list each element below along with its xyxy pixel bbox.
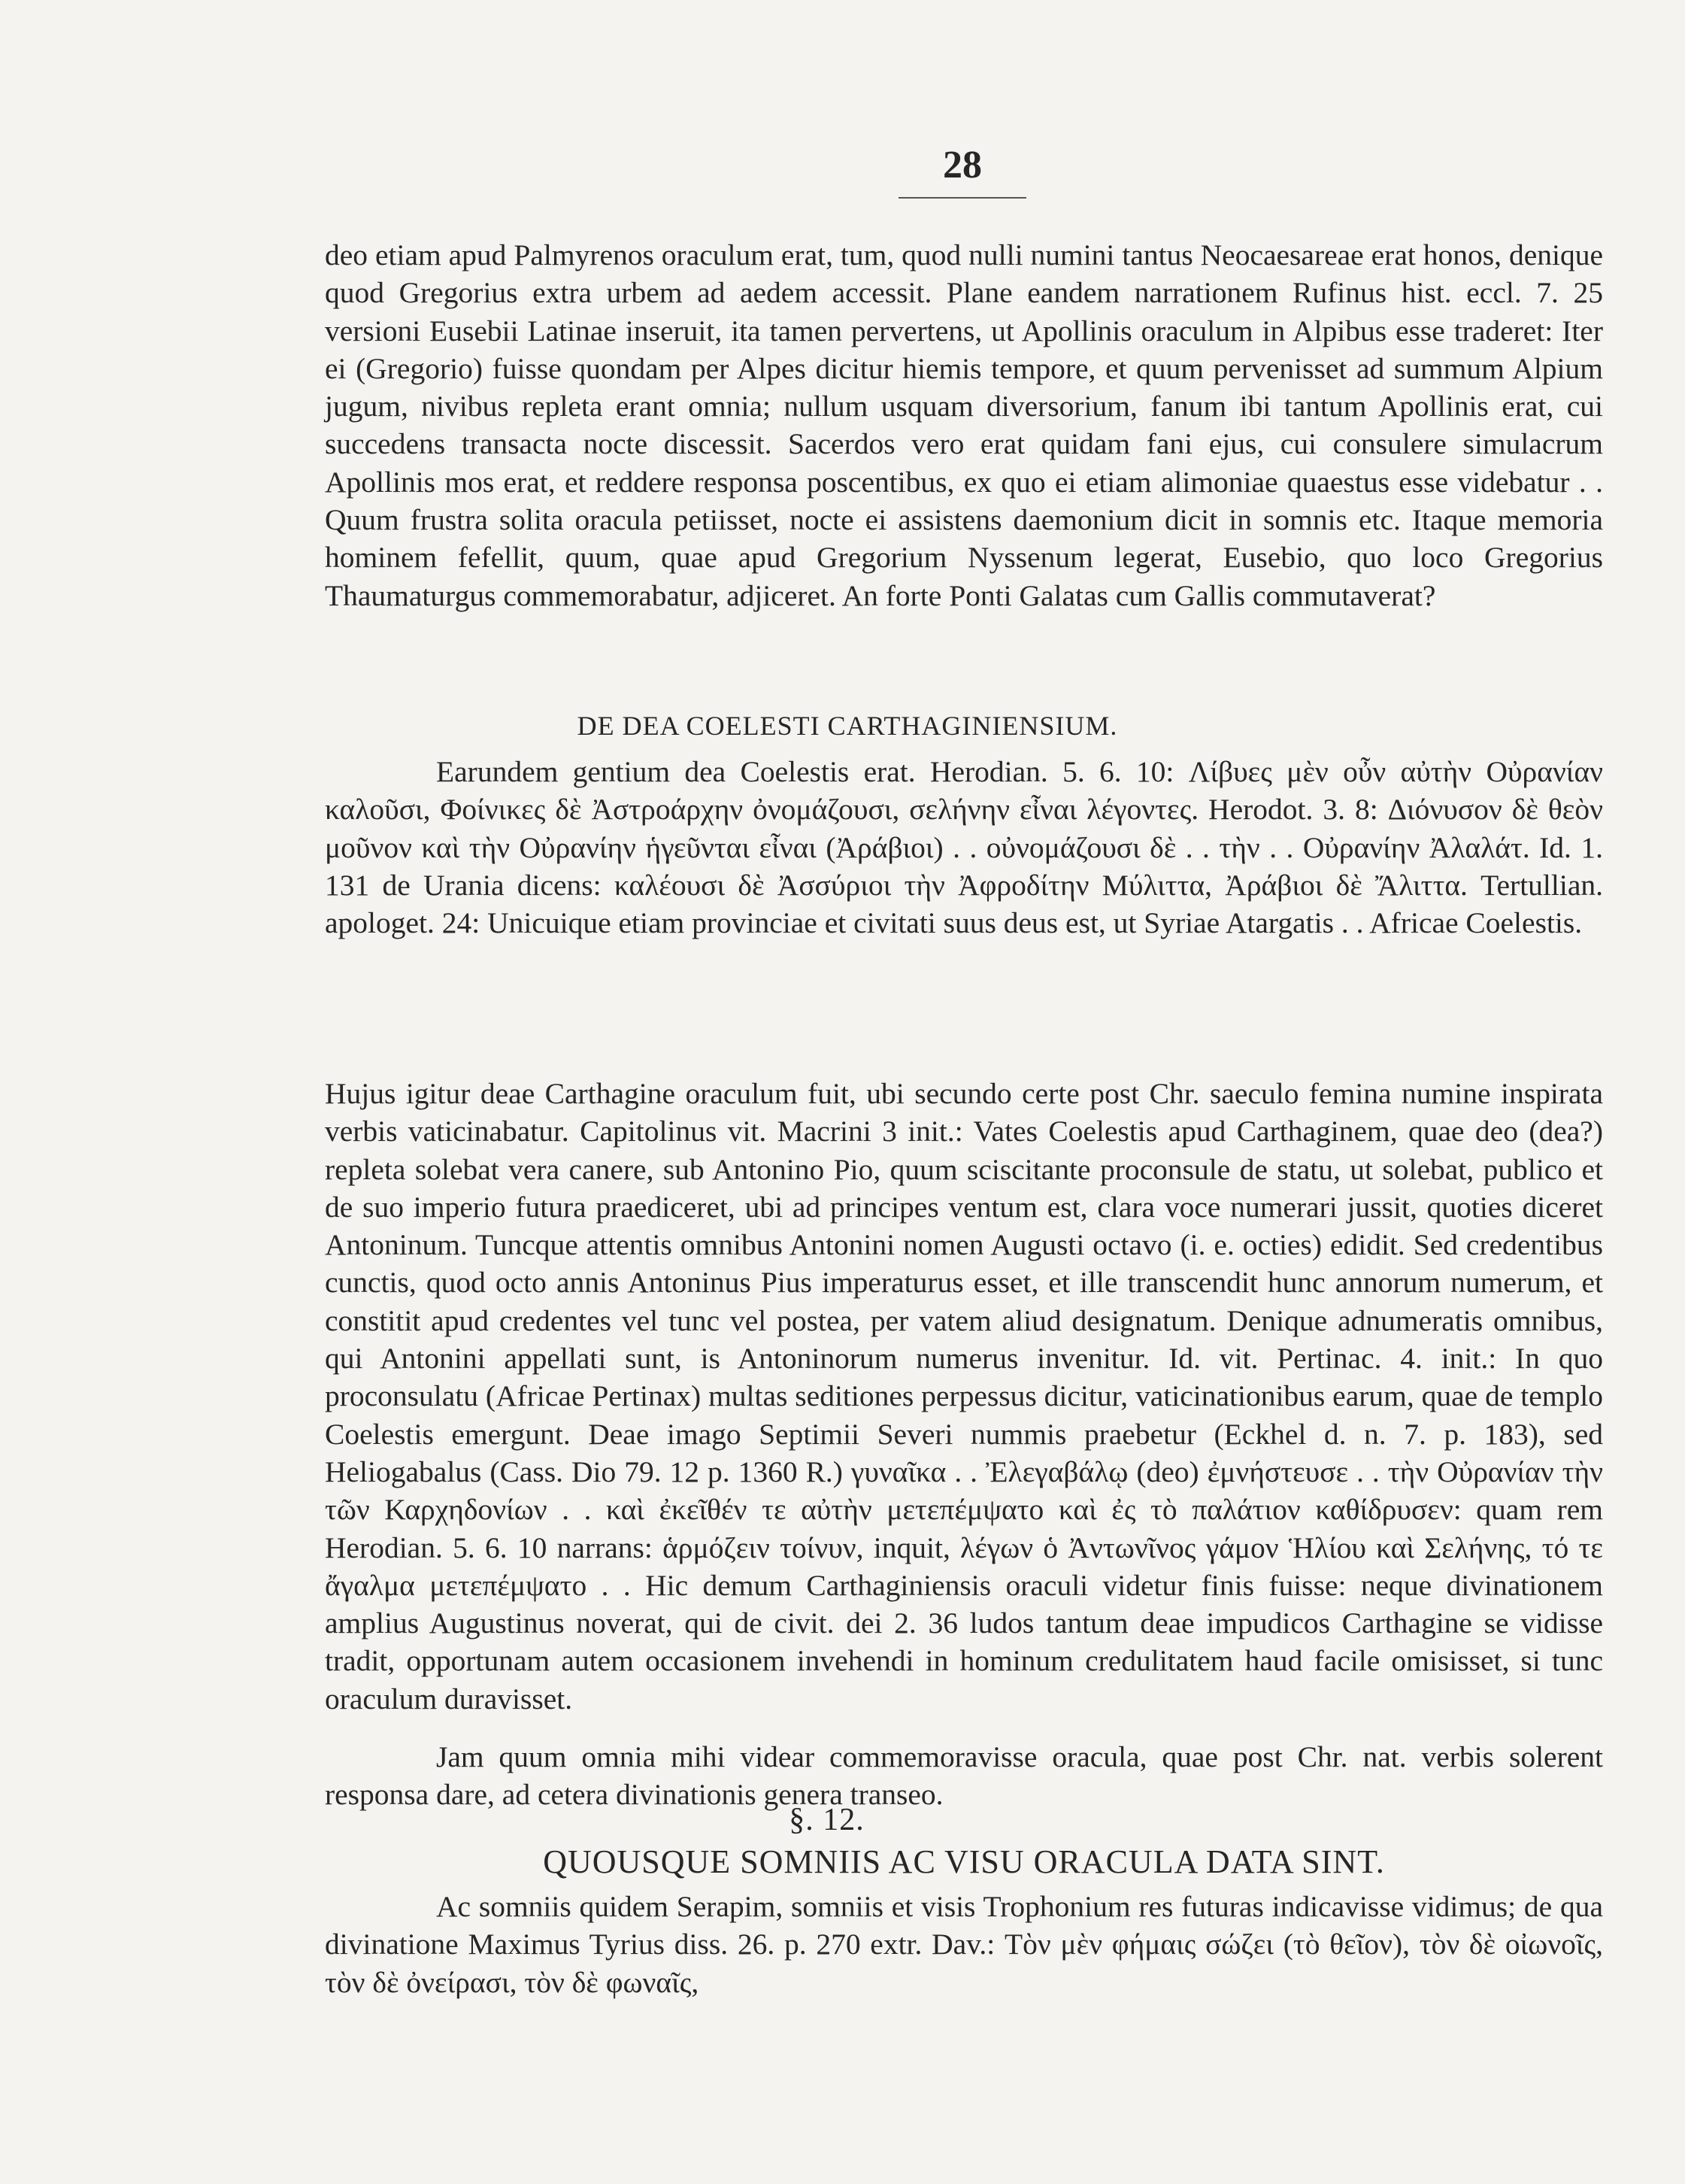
paragraph-gregorius xyxy=(325,236,1603,614)
section-number: §. 12. xyxy=(789,1803,865,1837)
paragraph-text: Hujus igitur deae Carthagine oraculum fuit, ubi secundo certe post Chr. saeculo femina numine inspirata verbis vaticinabatur. Capitolinus vit. Macrini 3 init.: Vates Coelestis apud Carthaginem, quae deo (dea?) repleta solebat vera canere, sub Antonino Pio, quum sciscitante proconsule de statu, ut solebat, publico et de suo imperio futura praediceret, ubi ad principes ventum est, clara voce numerari jussit, quoties diceret Antoninum. Tuncque attentis omnibus Antonini nomen Augusti octavo (i. e. octies) edidit. Sed credentibus cunctis, quod octo annis Antoninus Pius imperaturus esset, et ille transcendit hunc annorum numerum, et constitit apud credentes vel tunc vel postea, per vatem aliud designatum. Denique adnumeratis omnibus, qui Antonini appellati sunt, is Antoninorum numerus invenitur. Id. vit. Pertinac. 4. init.: In quo proconsulatu (Africae Pertinax) multas seditiones perpessus dicitur, vaticinationibus earum, quae de templo Coelestis emergunt. Deae imago Septimii Severi nummis praebetur (Eckhel d. n. 7. p. 183), sed Heliogabalus (Cass. Dio 79. 12 p. 1360 R.) γυναῖκα . . Ἐλεγαβάλῳ (deo) ἐμνήστευσε . . τὴν Οὐρανίαν τὴν τῶν Καρχηδονίων . . καὶ ἐκεῖθέν τε αὐτὴν μετεπέμψατο καὶ ἐς τὸ παλάτιον καθίδρυσεν: quam rem Herodian. 5. 6. 10 narrans: ἁρμόζειν τοίνυν, inquit, λέγων ὁ Ἀντωνῖνος γάμον Ἡλίου καὶ Σελήνης, τό τε ἄγαλμα μετεπέμψατο . . Hic demum Carthaginiensis oraculi videtur finis fuisse: neque divinationem amplius Augustinus noverat, qui de civit. dei 2. 36 ludos tantum deae impudicos Carthagine se vidisse tradit, opportunam autem occasionem invehendi in hominum credulitatem haud facile omisisset, si tunc oraculum duravisset. xyxy=(325,1077,1603,1715)
page-number: 28 xyxy=(943,144,982,187)
heading-quousque: QUOUSQUE SOMNIIS AC VISU ORACULA DATA SINT. xyxy=(543,1843,1385,1880)
paragraph-earundem xyxy=(325,753,1603,942)
paragraph-text: deo etiam apud Palmyrenos oraculum erat, tum, quod nulli numini tantus Neocaesareae erat honos, denique quod Gregorius extra urbem ad aedem accessit. Plane eandem narrationem Rufinus hist. eccl. 7. 25 versioni Eusebii Latinae inseruit, ita tamen pervertens, ut Apollinis oraculum in Alpibus esse traderet: Iter ei (Gregorio) fuisse quondam per Alpes dicitur hiemis tempore, et quum pervenisset ad summum Alpium jugum, nivibus repleta erant omnia; nullum usquam diversorium, fanum ibi tantum Apollinis erat, cui succedens transacta nocte discessit. Sacerdos vero erat quidam fani ejus, cui consulere simulacrum Apollinis mos erat, et reddere responsa poscentibus, ex quo ei etiam alimoniae quaestus esse videbatur . . Quum frustra solita oracula petiisset, nocte ei assistens daemonium dicit in somnis etc. Itaque memoria hominem fefellit, quum, quae apud Gregorium Nyssenum legerat, Eusebio, quo loco Gregorius Thaumaturgus commemorabatur, adjiceret. An forte Ponti Galatas cum Gallis commutaverat? xyxy=(325,238,1603,612)
page-number-rule xyxy=(899,197,1026,199)
heading-de-dea-coelesti: DE DEA COELESTI CARTHAGINIENSIUM. xyxy=(577,711,1118,741)
paragraph-text: Ac somniis quidem Serapim, somniis et visis Trophonium res futuras indicavisse vidimus; de qua divinatione Maximus Tyrius diss. 26. p. 270 extr. Dav.: Τὸν μὲν φήμαις σώζει (τὸ θεῖον), τὸν δὲ οἰωνοῖς, τὸν δὲ ὀνείρασι, τὸν δὲ φωναῖς, xyxy=(325,1890,1603,1999)
paragraph-text: Earundem gentium dea Coelestis erat. Herodian. 5. 6. 10: Λίβυες μὲν οὖν αὐτὴν Οὐρανίαν καλοῦσι, Φοίνικες δὲ Ἀστροάρχην ὀνομάζουσι, σελήνην εἶναι λέγοντες. Herodot. 3. 8: Διόνυσον δὲ θεὸν μοῦνον καὶ τὴν Οὐρανίην ἡγεῦνται εἶναι (Ἀράβιοι) . . οὐνομάζουσι δὲ . . τὴν . . Οὐρανίην Ἀλαλάτ. Id. 1. 131 de Urania dicens: καλέουσι δὲ Ἀσσύριοι τὴν Ἀφροδίτην Μύλιττα, Ἀράβιοι δὲ Ἄλιττα. Tertullian. apologet. 24: Unicuique etiam provinciae et civitati suus deus est, ut Syriae Atargatis . . Africae Coelestis. xyxy=(325,755,1603,940)
paragraph-ac-somniis xyxy=(325,1888,1603,2001)
paragraph-text: Jam quum omnia mihi videar commemoravisse oracula, quae post Chr. nat. verbis solerent responsa dare, ad cetera divinationis genera transeo. xyxy=(325,1740,1603,1812)
paragraph-hujus-igitur xyxy=(325,1075,1603,1718)
